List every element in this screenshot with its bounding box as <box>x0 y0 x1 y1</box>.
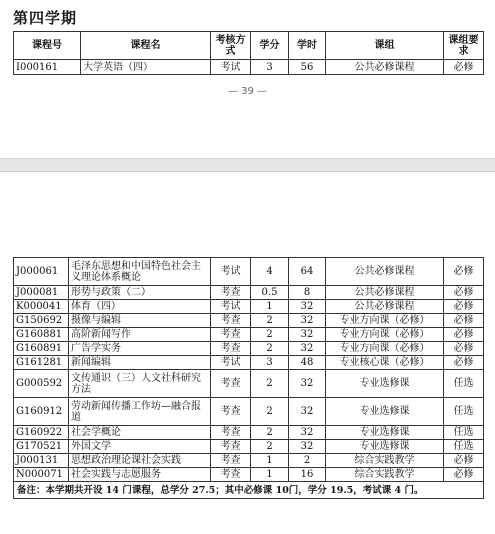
header-assess: 考核方式 <box>211 32 251 60</box>
course-credit: 1 <box>251 454 289 468</box>
course-assess: 考试 <box>211 60 251 75</box>
course-code: G160922 <box>14 426 69 440</box>
header-req: 课组要求 <box>444 32 484 60</box>
course-credit: 3 <box>251 356 289 370</box>
course-hours: 32 <box>289 426 326 440</box>
course-credit: 4 <box>251 258 289 286</box>
course-assess: 考查 <box>211 398 251 426</box>
course-req: 必修 <box>444 342 484 356</box>
header-credit: 学分 <box>251 32 289 60</box>
table-row <box>14 356 484 370</box>
course-hours: 32 <box>289 314 326 328</box>
course-name: 大学英语（四） <box>81 60 211 75</box>
course-name: 广告学实务 <box>69 342 211 356</box>
course-code: G161281 <box>14 356 69 370</box>
course-credit: 3 <box>251 60 289 75</box>
course-assess: 考查 <box>211 328 251 342</box>
course-group: 专业方向课（必修） <box>326 342 444 356</box>
course-assess: 考查 <box>211 426 251 440</box>
course-name: 社会实践与志愿服务 <box>69 468 211 482</box>
course-credit: 2 <box>251 342 289 356</box>
course-hours: 48 <box>289 356 326 370</box>
course-hours: 32 <box>289 398 326 426</box>
course-name: 新闻编辑 <box>69 356 211 370</box>
table-row <box>14 60 484 75</box>
course-code: G000592 <box>14 370 69 398</box>
header-name: 课程名 <box>81 32 211 60</box>
table-row <box>14 370 484 398</box>
course-credit: 0.5 <box>251 286 289 300</box>
course-assess: 考查 <box>211 454 251 468</box>
course-credit: 2 <box>251 314 289 328</box>
course-group: 专业方向课（必修） <box>326 314 444 328</box>
course-req: 任选 <box>444 426 484 440</box>
course-code: J000061 <box>14 258 69 286</box>
course-code: I000161 <box>14 60 81 75</box>
course-req: 必修 <box>444 454 484 468</box>
course-group: 专业选修课 <box>326 370 444 398</box>
course-credit: 2 <box>251 370 289 398</box>
course-name: 外国文学 <box>69 440 211 454</box>
course-assess: 考试 <box>211 258 251 286</box>
semester-title: 第四学期 <box>13 9 78 27</box>
header-group: 课组 <box>326 32 444 60</box>
course-group: 公共必修课程 <box>326 300 444 314</box>
course-group: 专业方向课（必修） <box>326 328 444 342</box>
course-group: 专业选修课 <box>326 426 444 440</box>
course-code: G150692 <box>14 314 69 328</box>
page-number: — 39 — <box>227 86 268 97</box>
page-gap <box>0 158 495 172</box>
course-req: 必修 <box>444 468 484 482</box>
course-req: 必修 <box>444 60 484 75</box>
course-name: 思想政治理论课社会实践 <box>69 454 211 468</box>
course-name: 劳动新闻传播工作坊—融合报道 <box>69 398 211 426</box>
course-group: 综合实践教学 <box>326 468 444 482</box>
course-group: 专业选修课 <box>326 440 444 454</box>
course-hours: 32 <box>289 328 326 342</box>
table-row <box>14 426 484 440</box>
course-code: J000081 <box>14 286 69 300</box>
course-assess: 考查 <box>211 286 251 300</box>
course-assess: 考查 <box>211 468 251 482</box>
course-group: 公共必修课程 <box>326 60 444 75</box>
course-credit: 1 <box>251 468 289 482</box>
course-assess: 考查 <box>211 440 251 454</box>
header-hours: 学时 <box>289 32 326 60</box>
course-hours: 32 <box>289 300 326 314</box>
course-name: 体育（四） <box>69 300 211 314</box>
course-req: 必修 <box>444 300 484 314</box>
course-group: 公共必修课程 <box>326 286 444 300</box>
course-credit: 2 <box>251 426 289 440</box>
course-credit: 2 <box>251 440 289 454</box>
table-row <box>14 440 484 454</box>
course-table-first <box>13 31 484 75</box>
course-group: 公共必修课程 <box>326 258 444 286</box>
header-code: 课程号 <box>14 32 81 60</box>
footnote: 备注：本学期共开设 14 门课程，总学分 27.5；其中必修课 10门，学分 19.5，考试课 4 门。 <box>14 482 484 499</box>
table-row <box>14 398 484 426</box>
course-req: 必修 <box>444 258 484 286</box>
course-req: 任选 <box>444 398 484 426</box>
course-assess: 考查 <box>211 342 251 356</box>
course-name: 高阶新闻写作 <box>69 328 211 342</box>
table-header-row <box>14 32 484 60</box>
course-code: K000041 <box>14 300 69 314</box>
course-hours: 16 <box>289 468 326 482</box>
course-req: 必修 <box>444 356 484 370</box>
course-credit: 2 <box>251 328 289 342</box>
table-row <box>14 342 484 356</box>
course-code: G160891 <box>14 342 69 356</box>
course-code: N000071 <box>14 468 69 482</box>
course-code: G160912 <box>14 398 69 426</box>
course-hours: 32 <box>289 342 326 356</box>
course-name: 社会学概论 <box>69 426 211 440</box>
course-req: 任选 <box>444 440 484 454</box>
course-req: 必修 <box>444 314 484 328</box>
course-hours: 8 <box>289 286 326 300</box>
course-group: 综合实践教学 <box>326 454 444 468</box>
footnote-row <box>14 482 484 499</box>
course-assess: 考试 <box>211 300 251 314</box>
course-hours: 32 <box>289 370 326 398</box>
course-hours: 56 <box>289 60 326 75</box>
course-hours: 32 <box>289 440 326 454</box>
course-code: J000131 <box>14 454 69 468</box>
course-hours: 2 <box>289 454 326 468</box>
course-name: 摄像与编辑 <box>69 314 211 328</box>
course-name: 毛泽东思想和中国特色社会主义理论体系概论 <box>69 258 211 286</box>
course-req: 任选 <box>444 370 484 398</box>
page-upper <box>0 0 495 158</box>
table-row <box>14 300 484 314</box>
course-assess: 考试 <box>211 356 251 370</box>
table-row <box>14 286 484 300</box>
course-credit: 1 <box>251 300 289 314</box>
course-hours: 64 <box>289 258 326 286</box>
table-row <box>14 468 484 482</box>
course-group: 专业选修课 <box>326 398 444 426</box>
course-code: G160881 <box>14 328 69 342</box>
table-row <box>14 328 484 342</box>
course-assess: 考查 <box>211 370 251 398</box>
table-row <box>14 314 484 328</box>
table-row <box>14 258 484 286</box>
course-assess: 考查 <box>211 314 251 328</box>
course-code: G170521 <box>14 440 69 454</box>
table-row <box>14 454 484 468</box>
course-req: 必修 <box>444 286 484 300</box>
course-name: 文传通识（三）人文社科研究方法 <box>69 370 211 398</box>
course-table-continued <box>13 257 484 499</box>
course-req: 必修 <box>444 328 484 342</box>
course-name: 形势与政策（二） <box>69 286 211 300</box>
course-group: 专业核心课（必修） <box>326 356 444 370</box>
course-credit: 2 <box>251 398 289 426</box>
